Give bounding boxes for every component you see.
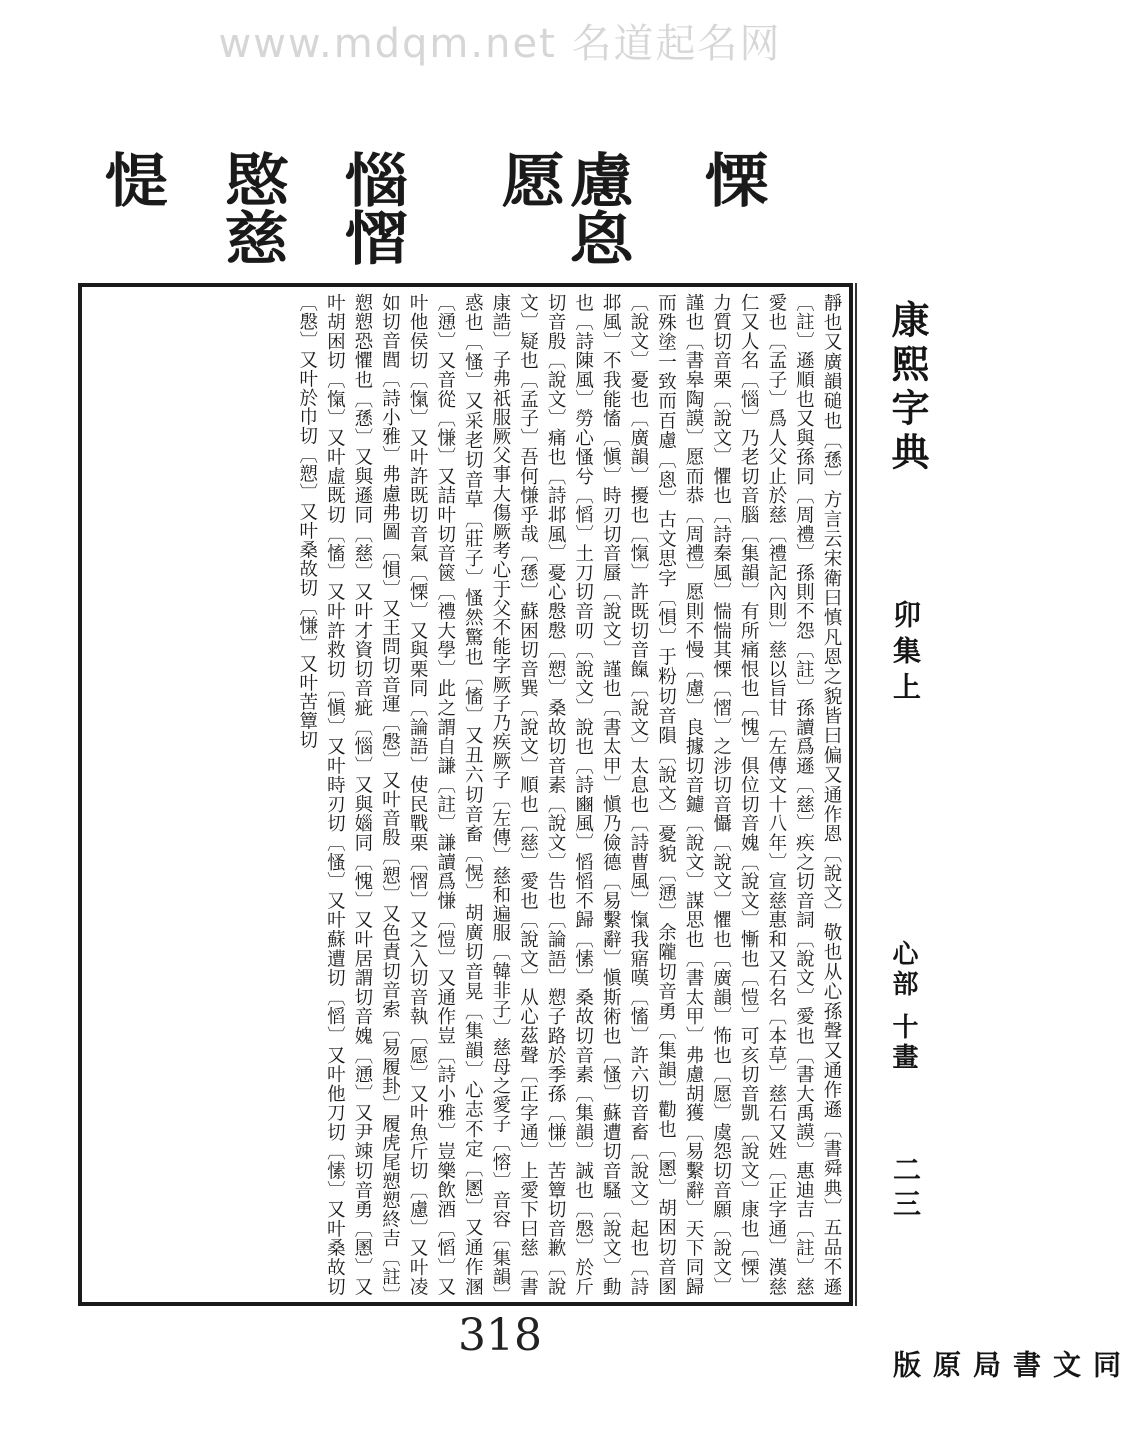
seal-script-row [93,150,820,280]
page-number: 318 [458,1310,542,1361]
site-watermark: www.mdqm.net 名道起名网 [218,21,782,67]
seal-glyph-5: 慄 [693,150,769,208]
radical-label [885,940,922,1073]
book-title: 康熙字典 [885,300,930,476]
page-margin [860,300,1122,1384]
seal-glyph-4: 慮恖愿 [490,150,634,266]
margin-rule [855,283,857,1306]
seal-glyph-2: 愍慈 [213,150,289,266]
dictionary-text-frame [78,283,853,1306]
radical-name: 心部 [888,940,918,1000]
page-ref: 二三 [889,1155,922,1223]
volume-label: 卯集上 [889,600,922,708]
seal-glyph-3: 惱慴 [333,150,409,266]
stroke-count: 十畫 [888,1013,918,1074]
dictionary-entries-text: 靜也又廣韻磓也〔愻〕方言云宋衛曰慎凡恩之貌皆曰偏又通作恩〔說文〕敬也从心孫聲又通作遜〔書舜典〕五品不遜〔註〕遜順也又與孫同〔周禮〕孫則不怨〔註〕孫讀爲遜〔慈〕疾之切音詞〔說文〕愛也〔書大禹謨〕惠迪吉〔註〕慈愛也〔孟子〕爲人父止於慈〔禮記內則〕慈以旨甘〔左傳文十八年〕宣慈惠和又石名〔本草〕慈石又姓〔正字通〕漢慈仁又人名〔惱〕乃老切音腦〔集韻〕有所痛恨也〔愧〕俱位切音媿〔說文〕慚也〔愷〕可亥切音凱〔說文〕康也〔慄〕力質切音栗〔說文〕懼也〔詩秦風〕惴惴其慄〔慴〕之涉切音懾〔說文〕懼也〔廣韻〕怖也〔愿〕虞怨切音願〔說文〕謹也〔書皋陶謨〕愿而恭〔周禮〕愿則不慢〔慮〕良據切音鑢〔說文〕謀思也〔書太甲〕弗慮胡獲〔易繫辭〕天下同歸而殊塗一致而百慮〔恖〕古文思字〔愪〕于粉切音隕〔說文〕憂貌〔慂〕余隴切音勇〔集韻〕勸也〔慁〕胡困切音圂〔說文〕憂也〔廣韻〕擾也〔愾〕許既切音餼〔說文〕太息也〔詩曹風〕愾我寤嘆〔慉〕許六切音畜〔說文〕起也〔詩邶風〕不我能慉〔愼〕時刃切音蜃〔說文〕謹也〔書太甲〕愼乃儉德〔易繫辭〕愼斯術也〔慅〕蘇遭切音騷〔說文〕動也〔詩陳風〕勞心慅兮〔慆〕土刀切音叨〔說文〕說也〔詩豳風〕慆慆不歸〔愫〕桑故切音素〔集韻〕誠也〔慇〕於斤切音殷〔說文〕痛也〔詩邶風〕憂心慇慇〔愬〕桑故切音素〔說文〕告也〔論語〕愬子路於季孫〔慊〕苦簟切音歉〔說文〕疑也〔孟子〕吾何慊乎哉〔愻〕蘇困切音巽〔說文〕順也〔慈〕愛也〔說文〕从心茲聲〔正字通〕上愛下曰慈〔書康誥〕子弗祇服厥父事大傷厥考心于父不能字厥子乃疾厥子〔左傳〕慈和遍服〔韓非子〕慈母之愛子〔愹〕音容〔集韻〕惑也〔慅〕又采老切音草〔莊子〕慅然驚也〔慉〕又丑六切音畜〔愰〕胡廣切音晃〔集韻〕心志不定〔慁〕又通作溷〔慂〕又音從〔慊〕又詰叶切音篋〔禮大學〕此之謂自謙〔註〕謙讀爲慊〔愷〕又通作豈〔詩小雅〕豈樂飲酒〔慆〕又叶他侯切〔愾〕又叶許既切音氣〔慄〕又與栗同〔論語〕使民戰栗〔慴〕又之入切音執〔愿〕又叶魚斤切〔慮〕又叶凌如切音閭〔詩小雅〕弗慮弗圖〔愪〕又王問切音運〔慇〕又叶音殷〔愬〕又色責切音索〔易履卦〕履虎尾愬愬終吉〔註〕愬愬恐懼也〔愻〕又與遜同〔慈〕又叶才資切音疵〔惱〕又與㛴同〔愧〕又叶居謂切音媿〔慂〕又尹竦切音勇〔慁〕又叶胡困切〔愾〕又叶虛既切〔慉〕又叶許救切〔愼〕又叶時刃切〔慅〕又叶蘇遭切〔慆〕又叶他刀切〔愫〕又叶桑故切〔慇〕又叶於巾切〔愬〕又叶桑故切〔慊〕又叶苦簟切 [296,293,842,1296]
publisher-label: 同文書局原版 [889,1350,1122,1384]
seal-glyph-1: 惿 [93,150,169,208]
